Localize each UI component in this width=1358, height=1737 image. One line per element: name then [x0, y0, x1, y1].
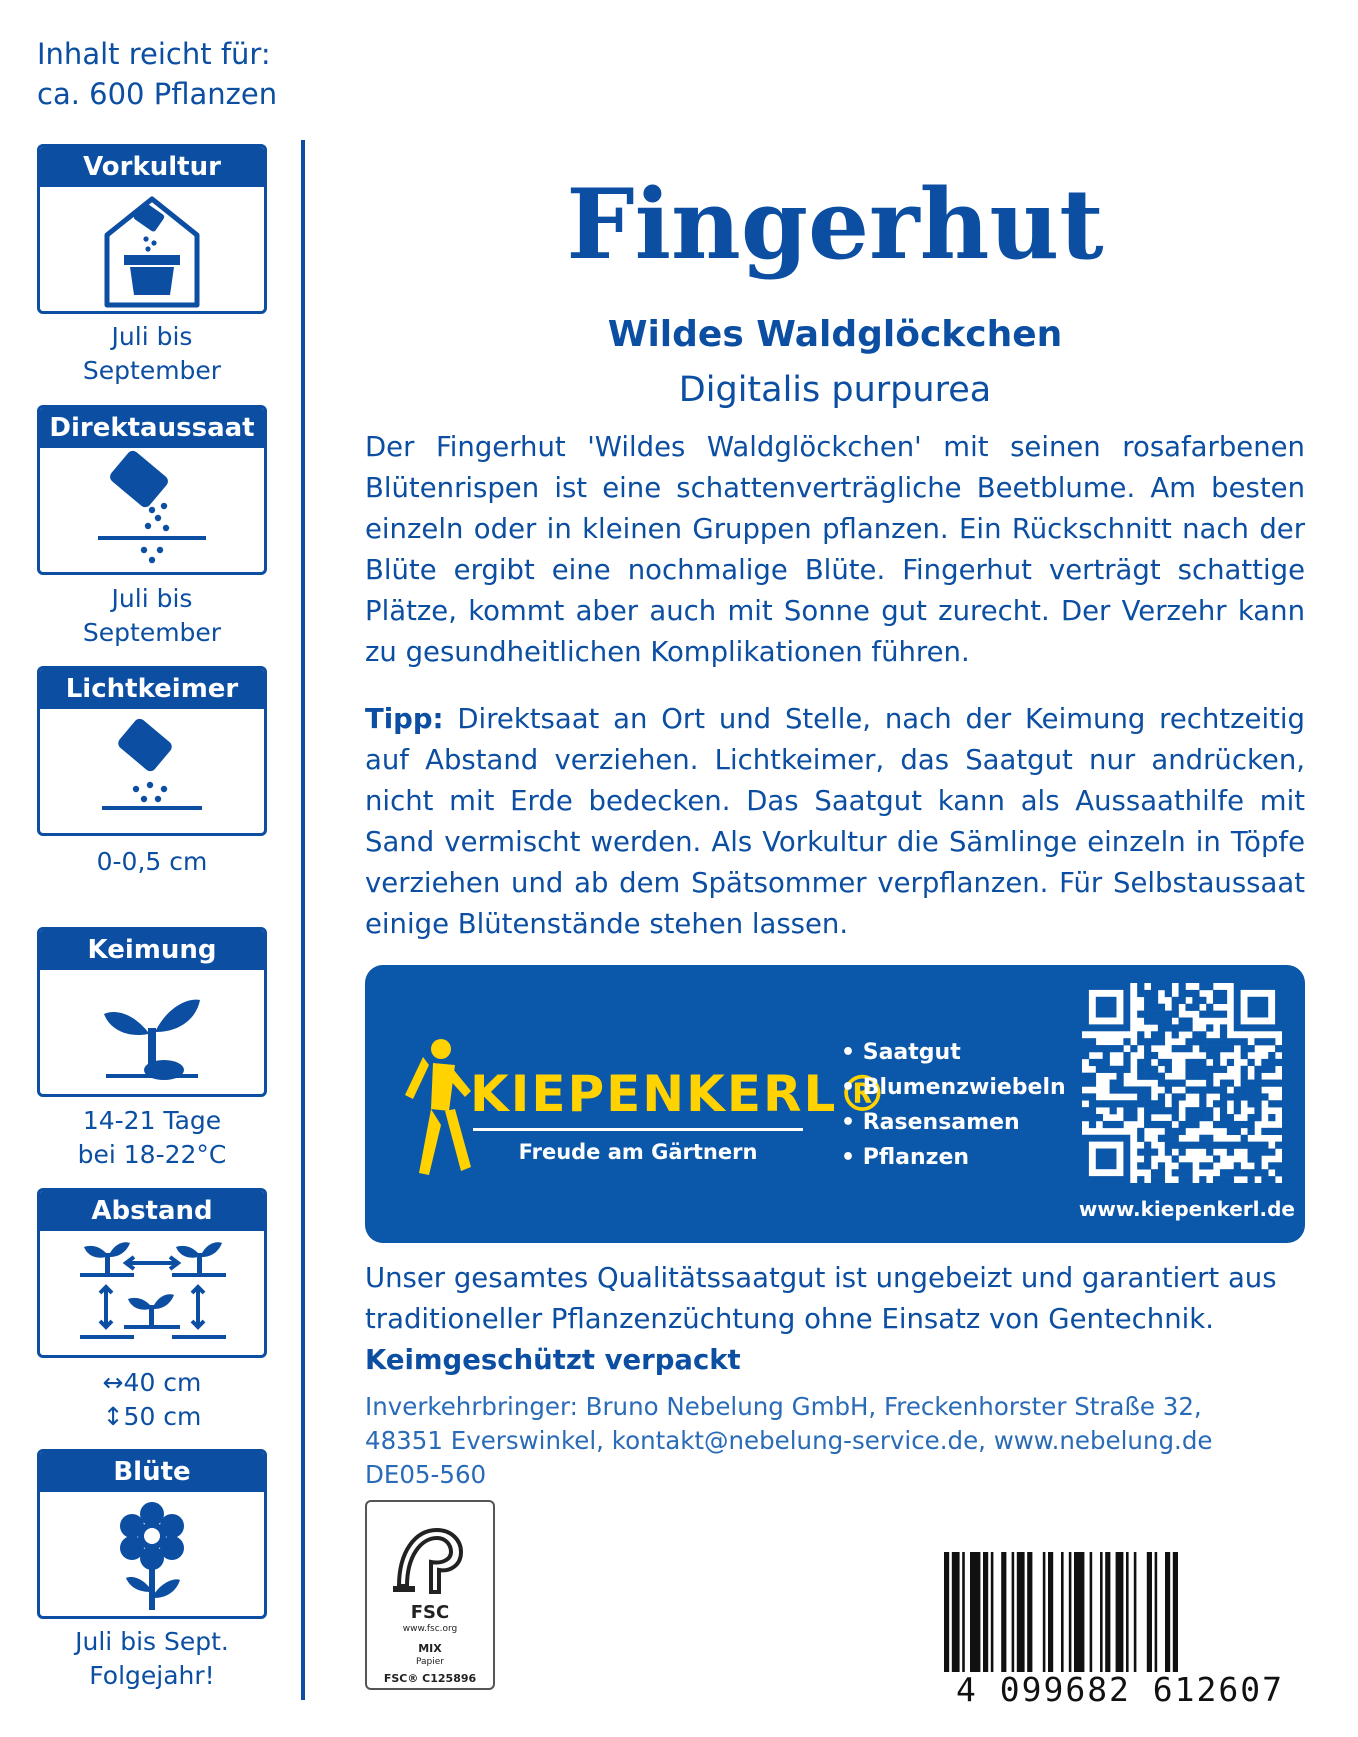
barcode-bar	[944, 1552, 949, 1672]
card-title: Blüte	[40, 1452, 264, 1492]
feature-item: • Saatgut	[841, 1035, 1066, 1070]
seedling-icon	[40, 970, 264, 1094]
barcode-bar	[1069, 1552, 1072, 1672]
fsc-paper: Papier	[416, 1657, 444, 1667]
greenhouse-pot-icon	[40, 187, 264, 311]
content-info-line2: ca. 600 Pflanzen	[37, 77, 278, 111]
barcode-bar	[1134, 1552, 1137, 1672]
card-title: Keimung	[40, 930, 264, 970]
variety-name: Wildes Waldglöckchen	[607, 314, 1063, 355]
flower-icon	[40, 1492, 264, 1616]
card-info-line: September	[82, 618, 222, 647]
feature-item: • Rasensamen	[841, 1105, 1066, 1140]
card-keimung	[37, 927, 267, 1097]
card-vorkultur	[37, 144, 267, 314]
tip-label: Tipp:	[365, 703, 444, 735]
seed-packet-surface-icon	[40, 709, 264, 833]
barcode-bar	[1147, 1552, 1152, 1672]
barcode-bar	[1090, 1552, 1093, 1672]
card-info-line: September	[82, 356, 222, 385]
feature-item: • Blumenzwiebeln	[841, 1070, 1066, 1105]
card-title: Vorkultur	[40, 147, 264, 187]
plant-spacing-icon	[40, 1231, 264, 1355]
card-lichtkeimer	[37, 666, 267, 836]
barcode-bar	[1173, 1552, 1178, 1672]
barcode-bar	[1012, 1552, 1015, 1672]
tip-paragraph	[365, 699, 1305, 945]
barcode-bar	[1074, 1552, 1084, 1672]
card-info-line: Juli bis Sept.	[75, 1627, 229, 1656]
fsc-code: FSC® C125896	[383, 1672, 477, 1685]
packaging-note: Keimgeschützt verpackt	[365, 1344, 741, 1376]
content-info-line1: Inhalt reicht für:	[37, 37, 271, 71]
barcode-bar	[970, 1552, 980, 1672]
brand-rule	[473, 1128, 803, 1131]
card-info-line: bei 18-22°C	[77, 1140, 227, 1169]
vertical-divider	[301, 140, 305, 1700]
tip-text: Direktsaat an Ort und Stelle, nach der Keimung rechtzeitig auf Abstand verziehen. Lichtkeimer, das Saatgut nur andrücken, nicht mit Erde bedecken. Das Saatgut kann als Aussaathilfe mit Sand vermischt werden. Als Vorkultur die Sämlinge einzeln in Töpfe verziehen und ab dem Spätsommer verpflanzen. Für Selbstaussaat einige Blütenstände stehen lassen.	[365, 703, 1305, 940]
card-vorkultur-info	[37, 320, 267, 388]
card-direktaussaat-info	[37, 582, 267, 650]
quality-statement: Unser gesamtes Qualitätssaatgut ist ungebeizt und garantiert aus traditioneller Pflanzenzüchtung ohne Einsatz von Gentechnik.	[365, 1262, 1277, 1335]
fsc-mix: MIX	[418, 1642, 442, 1655]
card-bluete-info	[37, 1625, 267, 1693]
card-info-line: 14-21 Tage	[82, 1106, 222, 1135]
page-title: Fingerhut	[566, 168, 1104, 281]
card-title: Abstand	[40, 1191, 264, 1231]
imprint-line: DE05-560	[365, 1460, 487, 1489]
brand-logo: KIEPENKERL®	[470, 1065, 890, 1123]
card-lichtkeimer-info	[37, 845, 267, 879]
fsc-url: www.fsc.org	[402, 1624, 458, 1634]
barcode-digits: 4 099682 612607	[955, 1670, 1284, 1709]
barcode-bar	[1048, 1552, 1053, 1672]
feature-list	[841, 1035, 1066, 1175]
fsc-tree-icon	[385, 1512, 477, 1604]
barcode-bar	[962, 1552, 965, 1672]
barcode-bar	[1100, 1552, 1103, 1672]
card-abstand-info	[37, 1366, 267, 1434]
barcode-bar	[1165, 1552, 1170, 1672]
description: Der Fingerhut 'Wildes Waldglöckchen' mit seinen rosafarbenen Blütenrispen ist eine schattenverträgliche Beetblume. Am besten einzeln oder in kleinen Gruppen pflanzen. Ein Rückschnitt nach der Blüte ergibt eine nochmalige Blüte. Fingerhut verträgt schattige Plätze, kommt aber auch mit Sonne gut zurecht. Der Verzehr kann zu gesundheitlichen Komplikationen führen.	[365, 431, 1305, 668]
card-title: Lichtkeimer	[40, 669, 264, 709]
imprint-line: 48351 Everswinkel, kontakt@nebelung-service.de, www.nebelung.de	[365, 1426, 1213, 1455]
barcode-bar	[1126, 1552, 1129, 1672]
barcode-bar	[952, 1552, 960, 1672]
qr-code[interactable]	[1082, 983, 1282, 1183]
card-title: Direktaussaat	[40, 408, 264, 448]
card-info-line: ↕50 cm	[102, 1402, 202, 1431]
barcode-bar	[1017, 1552, 1025, 1672]
content-info	[37, 34, 277, 114]
card-info-line: Folgejahr!	[89, 1661, 215, 1690]
qr-code-icon	[1082, 983, 1282, 1183]
brand-tagline: Freude am Gärtnern	[518, 1140, 758, 1164]
barcode-bar	[1061, 1552, 1064, 1672]
card-info-line: 0-0,5 cm	[96, 847, 208, 876]
seed-packet-ground-icon	[40, 448, 264, 572]
barcode	[940, 1552, 1300, 1672]
feature-item: • Pflanzen	[841, 1140, 1066, 1175]
imprint-line: Inverkehrbringer: Bruno Nebelung GmbH, Freckenhorster Straße 32,	[365, 1392, 1202, 1421]
barcode-bar	[1043, 1552, 1046, 1672]
latin-name: Digitalis purpurea	[678, 370, 992, 410]
card-info-line: Juli bis	[111, 584, 193, 613]
card-bluete	[37, 1449, 267, 1619]
card-keimung-info	[37, 1104, 267, 1172]
card-direktaussaat	[37, 405, 267, 575]
barcode-bar	[1001, 1552, 1006, 1672]
barcode-bar	[991, 1552, 994, 1672]
brand-url[interactable]: www.kiepenkerl.de	[1078, 1197, 1295, 1221]
brand-banner	[365, 965, 1305, 1243]
barcode-bar	[1105, 1552, 1110, 1672]
barcode-bar	[1027, 1552, 1032, 1672]
card-info-line: Juli bis	[111, 322, 193, 351]
barcode-bar	[1116, 1552, 1124, 1672]
fsc-label	[365, 1500, 495, 1690]
barcode-bar	[983, 1552, 988, 1672]
hiker-logo-icon	[397, 1035, 475, 1177]
fsc-name: FSC	[410, 1602, 450, 1623]
card-abstand	[37, 1188, 267, 1358]
card-info-line: ↔40 cm	[102, 1368, 202, 1397]
imprint	[365, 1390, 1305, 1492]
barcode-bar	[1155, 1552, 1158, 1672]
